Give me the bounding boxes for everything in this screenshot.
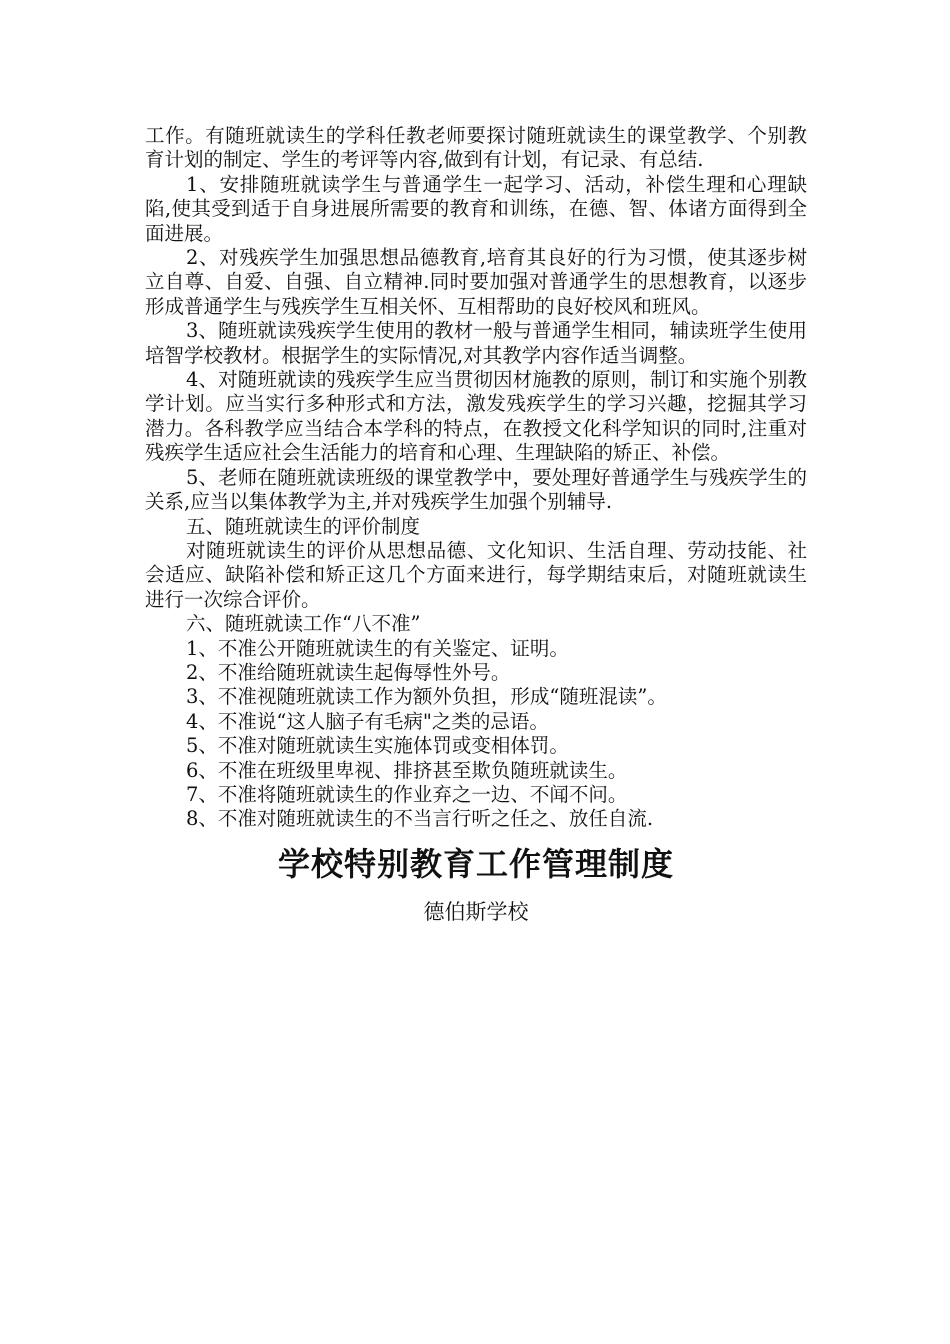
document-title: 学校特别教育工作管理制度 — [277, 844, 674, 883]
point-2-paragraph: 2、对残疾学生加强思想品德教育,培育其良好的行为习惯，使其逐步树立自尊、自爱、自强、自立精神.同时要加强对普通学生的思想教育，以逐步形成普通学生与残疾学生互相关怀、互相帮助的良好校风和班风。 — [145, 246, 807, 318]
rule-item-2: 2、不准给随班就读生起侮辱性外号。 — [186, 660, 511, 684]
rule-item-6: 6、不准在班级里卑视、排挤甚至欺负随班就读生。 — [186, 758, 628, 782]
rule-item-8: 8、不准对随班就读生的不当言行听之任之、放任自流. — [186, 807, 654, 831]
point-1-paragraph: 1、安排随班就读学生与普通学生一起学习、活动，补偿生理和心理缺陷,使其受到适于自身进展所需要的教育和训练，在德、智、体诸方面得到全面进展。 — [145, 172, 807, 245]
section-6-heading: 六、随班就读工作“八不准” — [186, 612, 421, 636]
point-3-paragraph: 3、随班就读残疾学生使用的教材一般与普通学生相同，辅读班学生使用培智学校教材。根据学生的实际情况,对其教学内容作适当调整。 — [145, 319, 807, 367]
point-4-paragraph: 4、对随班就读的残疾学生应当贯彻因材施教的原则，制订和实施个别教学计划。应当实行多种形式和方法，激发残疾学生的学习兴趣，挖掘其学习潜力。各科教学应当结合本学科的特点，在教授文化科学知识的同时,注重对残疾学生适应社会生活能力的培育和心理、生理缺陷的矫正、补偿。 — [145, 368, 807, 465]
section-5-body: 对随班就读生的评价从思想品德、文化知识、生活自理、劳动技能、社会适应、缺陷补偿和矫正这几个方面来进行，每学期结束后，对随班就读生进行一次综合评价。 — [145, 538, 807, 611]
school-name: 德伯斯学校 — [423, 899, 529, 924]
point-5-paragraph: 5、老师在随班就读班级的课堂教学中，要处理好普通学生与残疾学生的关系,应当以集体教学为主,并对残疾学生加强个别辅导. — [145, 465, 807, 514]
rule-item-3: 3、不准视随班就读工作为额外负担，形成“随班混读”。 — [186, 685, 667, 709]
section-5-heading: 五、随班就读生的评价制度 — [186, 514, 421, 538]
rule-item-5: 5、不准对随班就读生实施体罚或变相体罚。 — [186, 734, 569, 758]
rule-item-1: 1、不准公开随班就读生的有关鉴定、证明。 — [186, 636, 569, 660]
rule-item-4: 4、不准说“这人脑子有毛病"之类的忌语。 — [186, 709, 549, 733]
rules-list — [145, 637, 807, 832]
rule-item-7: 7、不准将随班就读生的作业弃之一边、不闻不问。 — [186, 782, 628, 806]
intro-paragraph: 工作。有随班就读生的学科任教老师要探讨随班就读生的课堂教学、个别教育计划的制定、学生的考评等内容,做到有计划，有记录、有总结. — [145, 124, 807, 172]
document-page — [145, 124, 807, 926]
